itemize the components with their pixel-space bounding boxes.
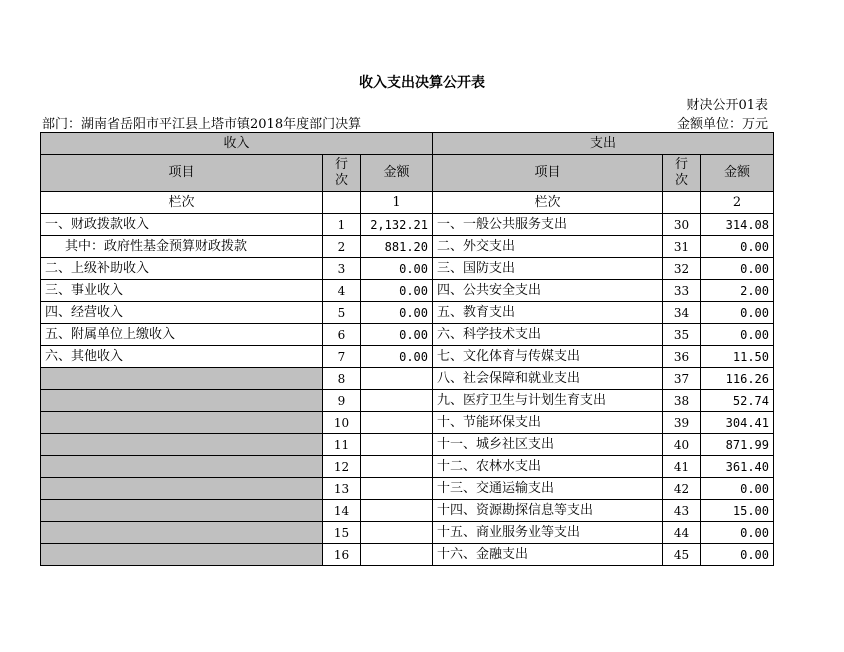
income-amount-cell: 0.00 — [361, 258, 433, 280]
expense-row-no-header: 行 次 — [663, 155, 701, 192]
income-seq-cell: 1 — [323, 214, 361, 236]
income-item-cell — [41, 456, 323, 478]
income-item-cell: 二、上级补助收入 — [41, 258, 323, 280]
expense-item-cell: 八、社会保障和就业支出 — [433, 368, 663, 390]
income-amount-cell — [361, 500, 433, 522]
expense-amount-cell: 0.00 — [701, 478, 774, 500]
income-seq-cell: 6 — [323, 324, 361, 346]
expense-amount-cell: 0.00 — [701, 522, 774, 544]
expense-seq-cell: 30 — [663, 214, 701, 236]
expense-seq-cell: 34 — [663, 302, 701, 324]
income-seq-cell: 4 — [323, 280, 361, 302]
income-amount-cell: 881.20 — [361, 236, 433, 258]
table-row — [41, 522, 774, 544]
income-item-cell: 一、财政拨款收入 — [41, 214, 323, 236]
income-amount-header: 金额 — [361, 155, 433, 192]
expense-item-cell: 九、医疗卫生与计划生育支出 — [433, 390, 663, 412]
expense-amount-cell: 361.40 — [701, 456, 774, 478]
expense-amount-cell: 0.00 — [701, 236, 774, 258]
income-item-header: 项目 — [41, 155, 323, 192]
income-column-order-blank — [323, 192, 361, 214]
income-amount-cell: 0.00 — [361, 280, 433, 302]
expense-seq-cell: 35 — [663, 324, 701, 346]
income-seq-cell: 9 — [323, 390, 361, 412]
expense-item-cell: 六、科学技术支出 — [433, 324, 663, 346]
expense-seq-cell: 37 — [663, 368, 701, 390]
income-amount-cell — [361, 412, 433, 434]
table-row — [41, 214, 774, 236]
expense-item-header: 项目 — [433, 155, 663, 192]
expense-group-header: 支出 — [433, 133, 774, 155]
income-item-cell: 五、附属单位上缴收入 — [41, 324, 323, 346]
table-row — [41, 390, 774, 412]
income-amount-cell — [361, 478, 433, 500]
expense-item-cell: 十三、交通运输支出 — [433, 478, 663, 500]
income-item-cell — [41, 522, 323, 544]
expense-amount-cell: 2.00 — [701, 280, 774, 302]
expense-seq-cell: 45 — [663, 544, 701, 566]
expense-amount-cell: 304.41 — [701, 412, 774, 434]
expense-item-cell: 二、外交支出 — [433, 236, 663, 258]
table-row — [41, 280, 774, 302]
income-amount-cell — [361, 390, 433, 412]
income-item-cell — [41, 500, 323, 522]
income-amount-cell — [361, 434, 433, 456]
expense-amount-cell: 15.00 — [701, 500, 774, 522]
income-item-cell: 三、事业收入 — [41, 280, 323, 302]
expense-amount-cell: 314.08 — [701, 214, 774, 236]
income-seq-cell: 11 — [323, 434, 361, 456]
expense-column-order-label: 栏次 — [433, 192, 663, 214]
income-amount-cell: 0.00 — [361, 302, 433, 324]
income-item-cell — [41, 390, 323, 412]
expense-amount-cell: 0.00 — [701, 258, 774, 280]
income-group-header: 收入 — [41, 133, 433, 155]
income-item-cell: 六、其他收入 — [41, 346, 323, 368]
expense-seq-cell: 43 — [663, 500, 701, 522]
expense-item-cell: 十四、资源勘探信息等支出 — [433, 500, 663, 522]
expense-amount-cell: 11.50 — [701, 346, 774, 368]
income-seq-cell: 12 — [323, 456, 361, 478]
table-row — [41, 544, 774, 566]
expense-item-cell: 十五、商业服务业等支出 — [433, 522, 663, 544]
table-row — [41, 346, 774, 368]
expense-seq-cell: 39 — [663, 412, 701, 434]
expense-seq-cell: 44 — [663, 522, 701, 544]
expense-column-number: 2 — [701, 192, 774, 214]
income-amount-cell — [361, 544, 433, 566]
income-amount-cell: 0.00 — [361, 324, 433, 346]
income-item-cell — [41, 412, 323, 434]
form-code: 财决公开01表 — [686, 98, 768, 113]
income-seq-cell: 13 — [323, 478, 361, 500]
expense-seq-cell: 36 — [663, 346, 701, 368]
income-amount-cell: 2,132.21 — [361, 214, 433, 236]
income-amount-cell — [361, 456, 433, 478]
expense-seq-cell: 31 — [663, 236, 701, 258]
table-row — [41, 478, 774, 500]
income-row-no-header: 行 次 — [323, 155, 361, 192]
table-row — [41, 258, 774, 280]
income-expense-table — [40, 132, 774, 566]
expense-amount-cell: 0.00 — [701, 302, 774, 324]
table-row — [41, 500, 774, 522]
income-seq-cell: 14 — [323, 500, 361, 522]
income-item-cell: 四、经营收入 — [41, 302, 323, 324]
expense-amount-cell: 52.74 — [701, 390, 774, 412]
income-item-cell — [41, 434, 323, 456]
expense-amount-cell: 871.99 — [701, 434, 774, 456]
income-amount-cell — [361, 522, 433, 544]
expense-seq-cell: 42 — [663, 478, 701, 500]
income-amount-cell: 0.00 — [361, 346, 433, 368]
expense-seq-cell: 32 — [663, 258, 701, 280]
table-group-header-row — [41, 133, 774, 155]
expense-item-cell: 十一、城乡社区支出 — [433, 434, 663, 456]
income-seq-cell: 8 — [323, 368, 361, 390]
income-seq-cell: 2 — [323, 236, 361, 258]
income-seq-cell: 10 — [323, 412, 361, 434]
table-row — [41, 412, 774, 434]
expense-column-order-blank — [663, 192, 701, 214]
table-body — [41, 214, 774, 566]
income-seq-cell: 15 — [323, 522, 361, 544]
amount-unit-label: 金额单位：万元 — [676, 117, 768, 132]
income-item-cell — [41, 478, 323, 500]
table-row — [41, 434, 774, 456]
expense-item-cell: 十二、农林水支出 — [433, 456, 663, 478]
table-column-order-row — [41, 192, 774, 214]
income-item-cell: 其中：政府性基金预算财政拨款 — [41, 236, 323, 258]
table-row — [41, 236, 774, 258]
income-column-number: 1 — [361, 192, 433, 214]
income-amount-cell — [361, 368, 433, 390]
expense-item-cell: 一、一般公共服务支出 — [433, 214, 663, 236]
expense-seq-cell: 40 — [663, 434, 701, 456]
expense-amount-cell: 116.26 — [701, 368, 774, 390]
expense-item-cell: 四、公共安全支出 — [433, 280, 663, 302]
income-item-cell — [41, 544, 323, 566]
expense-item-cell: 七、文化体育与传媒支出 — [433, 346, 663, 368]
expense-item-cell: 十六、金融支出 — [433, 544, 663, 566]
expense-amount-cell: 0.00 — [701, 544, 774, 566]
expense-item-cell: 十、节能环保支出 — [433, 412, 663, 434]
income-item-cell — [41, 368, 323, 390]
table-row — [41, 324, 774, 346]
income-seq-cell: 5 — [323, 302, 361, 324]
income-column-order-label: 栏次 — [41, 192, 323, 214]
expense-seq-cell: 41 — [663, 456, 701, 478]
table-column-header-row — [41, 155, 774, 192]
expense-seq-cell: 38 — [663, 390, 701, 412]
table-row — [41, 368, 774, 390]
income-seq-cell: 3 — [323, 258, 361, 280]
department-label: 部门：湖南省岳阳市平江县上塔市镇2018年度部门决算 — [42, 117, 362, 132]
table-row — [41, 302, 774, 324]
table-row — [41, 456, 774, 478]
expense-seq-cell: 33 — [663, 280, 701, 302]
expense-amount-header: 金额 — [701, 155, 774, 192]
income-seq-cell: 7 — [323, 346, 361, 368]
page-title: 收入支出决算公开表 — [359, 75, 485, 91]
expense-amount-cell: 0.00 — [701, 324, 774, 346]
expense-item-cell: 五、教育支出 — [433, 302, 663, 324]
income-seq-cell: 16 — [323, 544, 361, 566]
expense-item-cell: 三、国防支出 — [433, 258, 663, 280]
